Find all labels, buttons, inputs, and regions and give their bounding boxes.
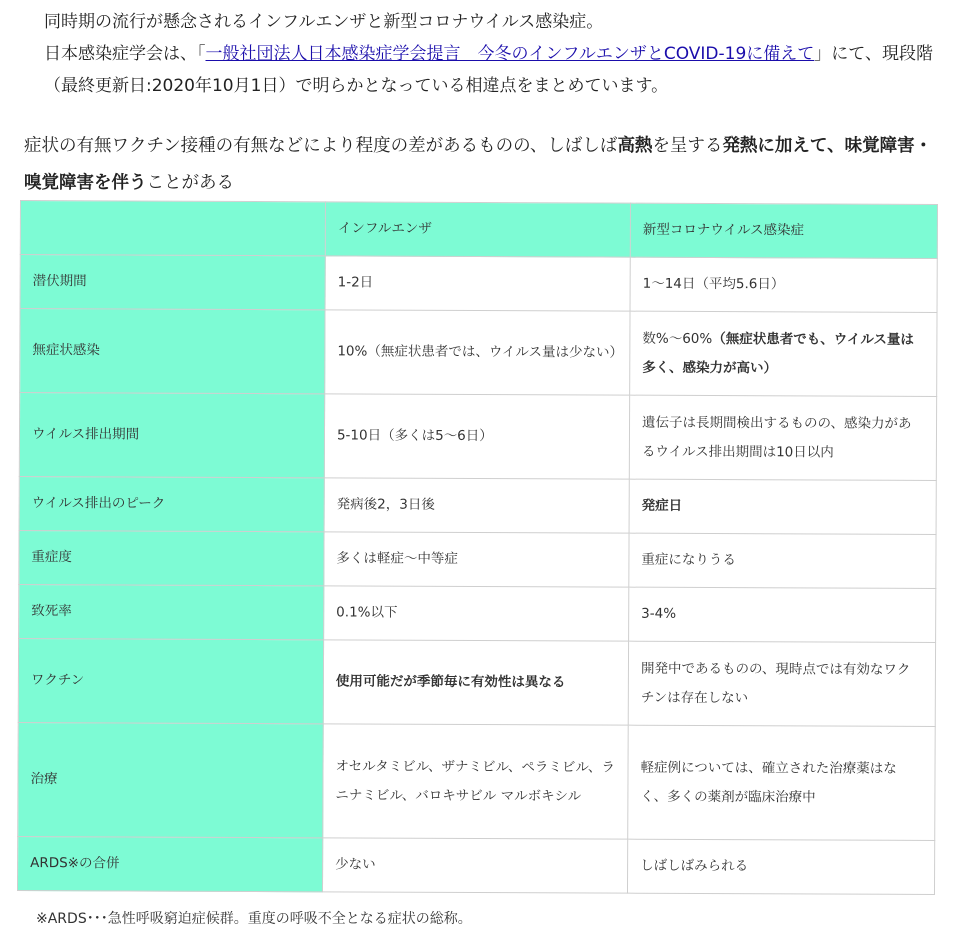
row-label: ARDS※の合併 <box>17 836 322 891</box>
flu-cell: 1-2日 <box>325 256 630 311</box>
covid-cell: 重症になりうる <box>629 533 936 588</box>
intro-prefix: 日本感染症学会は、「 <box>44 44 206 64</box>
comparison-table-wrapper <box>20 200 938 891</box>
jaid-proposal-link[interactable]: 一般社団法人日本感染症学会提言 今冬のインフルエンザとCOVID-19に備えて <box>205 44 815 64</box>
row-label: 重症度 <box>19 530 324 585</box>
covid-cell <box>630 311 937 396</box>
intro-suffix: 」にて、現段階（最終更新日:2020年10月1日）で明らかとなっている相違点をまとめています。 <box>44 44 933 96</box>
lead-bold-1: 高熱 <box>617 136 653 156</box>
covid-cell: 発症日 <box>629 479 936 534</box>
flu-cell: 10%（無症状患者では、ウイルス量は少ない） <box>325 310 630 395</box>
covid-cell: 1〜14日（平均5.6日） <box>630 257 937 312</box>
row-label: 治療 <box>18 722 323 837</box>
flu-cell: 少ない <box>322 838 627 893</box>
lead-part-2: を呈する <box>652 136 723 156</box>
table-row <box>19 476 936 534</box>
covid-plain-text: 数%〜60% <box>642 330 713 347</box>
table-row <box>19 530 936 588</box>
covid-bold-text: （無症状患者でも、ウイルス量は多く、感染力が高い） <box>642 330 914 376</box>
covid-cell: 遺伝子は長期間検出するものの、感染力があるウイルス排出期間は10日以内 <box>629 395 936 480</box>
covid-cell: 軽症例については、確立された治療薬はなく、多くの薬剤が臨床治療中 <box>628 725 935 840</box>
table-row <box>19 393 936 481</box>
lead-part-3: ことがある <box>146 173 234 193</box>
covid-cell: 開発中であるものの、現時点では有効なワクチンは存在しない <box>628 641 935 726</box>
row-label: 致死率 <box>19 584 324 639</box>
row-label: ワクチン <box>18 638 323 723</box>
flu-cell: 発病後2，3日後 <box>324 478 629 533</box>
table-row <box>20 255 937 313</box>
table-row <box>20 309 937 397</box>
lead-bold-2: 発熱に加えて、味覚障害・嗅覚障害を伴う <box>24 136 933 193</box>
table-row <box>18 722 935 840</box>
flu-cell: 使用可能だが季節毎に有効性は異なる <box>323 640 628 725</box>
row-label: 潜伏期間 <box>20 255 325 310</box>
table-row <box>17 836 934 894</box>
flu-cell: 0.1%以下 <box>324 586 629 641</box>
table-header-row <box>20 201 937 259</box>
header-covid: 新型コロナウイルス感染症 <box>630 203 937 258</box>
covid-cell: 3-4% <box>629 587 936 642</box>
ards-footnote: ※ARDS･･･急性呼吸窮迫症候群。重度の呼吸不全となる症状の総称。 <box>36 911 472 927</box>
row-label: ウイルス排出のピーク <box>19 476 324 531</box>
header-influenza: インフルエンザ <box>325 202 630 257</box>
comparison-table <box>17 200 938 895</box>
header-empty-cell <box>20 201 325 256</box>
table-row <box>18 638 935 726</box>
flu-cell: 5-10日（多くは5〜6日） <box>324 394 629 479</box>
lead-paragraph <box>24 128 944 202</box>
row-label: 無症状感染 <box>20 309 325 394</box>
row-label: ウイルス排出期間 <box>19 393 324 478</box>
intro-line-1: 同時期の流行が懸念されるインフルエンザと新型コロナウイルス感染症。 <box>44 12 604 32</box>
covid-cell: しばしばみられる <box>627 839 934 894</box>
flu-cell: オセルタミビル、ザナミビル、ペラミビル、ラニナミビル、バロキサビル マルボキシル <box>323 724 628 839</box>
table-row <box>19 584 936 642</box>
flu-cell: 多くは軽症〜中等症 <box>324 532 629 587</box>
lead-part-1: 症状の有無ワクチン接種の有無などにより程度の差があるものの、しばしば <box>24 136 618 156</box>
intro-line-2 <box>44 38 944 102</box>
intro-paragraph <box>44 6 944 102</box>
